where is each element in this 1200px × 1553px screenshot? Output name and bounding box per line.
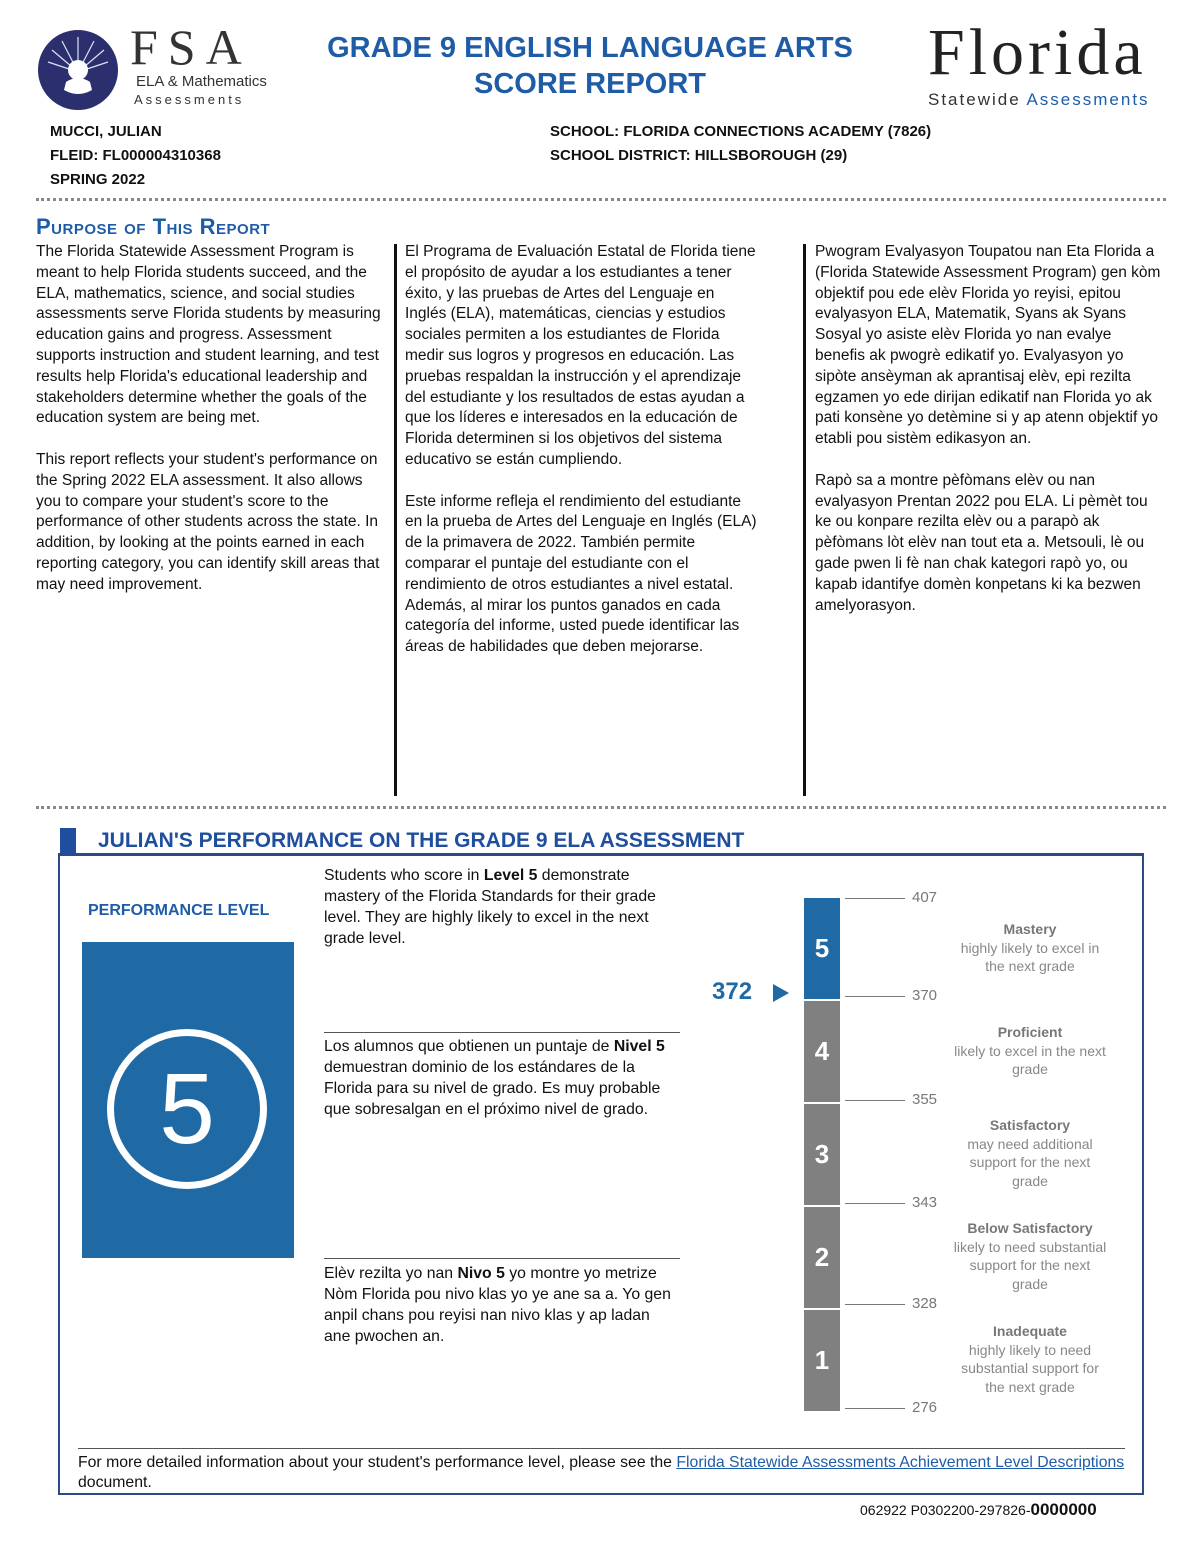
level-description-4 — [950, 1023, 1110, 1079]
level-segment-5: 5 — [804, 898, 840, 999]
purpose-spanish-p1: El Programa de Evaluación Estatal de Florida tiene el propósito de ayudar a los estudiantes a tener éxito, y las pruebas de Artes del Lenguaje en Inglés (ELA), matemáticas, ciencias y estudios sociales permiten a los estudiantes de Florida medir sus logros y progresos en educación. Las pruebas respaldan la instrucción y el aprendizaje del estudiante y los resultados de estas ayudan a que los líderes e interesados en la educación de Florida determinen si los objetivos del sistema educativo se están cumpliendo. — [405, 243, 756, 468]
doc-code-suffix: 0000000 — [1030, 1500, 1097, 1519]
cut-score-label: 355 — [912, 1091, 938, 1108]
cut-tick — [845, 1408, 905, 1409]
dotted-divider — [36, 198, 1166, 201]
level-name: Below Satisfactory — [967, 1220, 1093, 1236]
cut-tick — [845, 898, 905, 899]
cut-tick — [845, 1100, 905, 1101]
purpose-spanish — [405, 242, 757, 679]
footer-text: For more detailed information about your student's performance level, please see the — [78, 1454, 677, 1471]
level-description-1 — [950, 1322, 1110, 1396]
fsa-subtitle: ELA & Mathematics — [136, 73, 267, 90]
cut-score-label: 370 — [912, 987, 938, 1004]
purpose-creole-p2: Rapò sa a montre pèfòmans elèv ou nan evalyasyon Prentan 2022 pou ELA. Li pèmèt tou ke ou konpare rezilta elèv ou a parapò ak pèfòmans lòt elèv nan tout eta a. Metsouli, lè ou gade pwen li fè nan chak kategori rapò yo, ou kapab idantifye domèn konpetans ki ka bezwen amelyorasyon. — [815, 471, 1148, 614]
school-district: SCHOOL DISTRICT: HILLSBOROUGH (29) — [550, 147, 848, 164]
dotted-divider — [36, 806, 1166, 809]
purpose-spanish-p2: Este informe refleja el rendimiento del estudiante en la prueba de Artes del Lenguaje en Inglés (ELA) de la primavera de 2022. También permite comparar el puntaje del estudiante con el rendimiento de otros estudiantes a nivel estatal. Además, al mirar los puntos ganados en cada categoría del informe, usted puede identificar las áreas de habilidades que deben mejorarse. — [405, 492, 757, 656]
level-name: Inadequate — [993, 1323, 1067, 1339]
performance-level-number: 5 — [107, 1029, 267, 1189]
cut-score-label: 328 — [912, 1295, 938, 1312]
desc-level: Nivel 5 — [613, 1038, 665, 1055]
performance-heading: JULIAN'S PERFORMANCE ON THE GRADE 9 ELA ASSESSMENT — [98, 829, 745, 852]
report-title-line1: GRADE 9 ENGLISH LANGUAGE ARTS — [327, 32, 853, 64]
level-name: Mastery — [1003, 921, 1057, 937]
sun-seal-icon — [40, 32, 116, 108]
fsa-seal-logo — [38, 30, 118, 110]
desc-text: Los alumnos que obtienen un puntaje de — [324, 1038, 614, 1055]
level-desc: highly likely to need substantial support for the next grade — [961, 1341, 1099, 1395]
cut-score-label: 276 — [912, 1399, 938, 1416]
section-marker — [60, 828, 76, 853]
level-desc: may need additional support for the next grade — [967, 1135, 1093, 1189]
report-title — [280, 30, 900, 102]
cut-score-label: 407 — [912, 889, 938, 906]
desc-text: demuestran dominio de los estándares de la Florida para su nivel de grado. Es muy probable que sobresalgan en el próximo nivel de grado. — [324, 1059, 661, 1118]
fsa-subtitle-2: Assessments — [134, 92, 245, 107]
report-title-line2: SCORE REPORT — [473, 68, 707, 100]
level-segment-1: 1 — [804, 1310, 840, 1411]
test-term: SPRING 2022 — [50, 171, 146, 188]
level-segment-3: 3 — [804, 1104, 840, 1205]
student-info — [50, 120, 221, 192]
column-divider — [803, 244, 806, 796]
florida-sub-assessments: Assessments — [1026, 90, 1150, 109]
purpose-creole-p1: Pwogram Evalyasyon Toupatou nan Eta Florida a (Florida Statewide Assessment Program) gen kòm objektif pou ede elèv Florida yo reyisi, epitou evalyasyon ELA, Matematik, Syans ak Syans Sosyal yo asiste elèv Florida yo nan evalye benefis ak pwogrè edikatif yo. Evalyasyon yo sipòte ansèyman ak aprantisaj elèv, epi rezilta egzamen yo ede dirijan edikatif nan Florida yo ak pati konsène yo detèmine si y ap atenn objektif yo etabli pou sistèm edikasyon an. — [815, 243, 1161, 448]
school-name: SCHOOL: FLORIDA CONNECTIONS ACADEMY (7826) — [550, 123, 932, 140]
purpose-english — [36, 242, 388, 616]
score-arrow-icon — [773, 984, 789, 1002]
purpose-english-p1: The Florida Statewide Assessment Program is meant to help Florida students succeed, and the ELA, mathematics, science, and social studies assessments serve Florida students by measuring education gains and progress. Assessment supports instruction and student learning, and test results help Florida's educational leadership and stakeholders determine whether the goals of the education system are being met. — [36, 243, 381, 427]
florida-sub-statewide: Statewide — [928, 90, 1021, 109]
level-description-spanish — [324, 1036, 680, 1120]
level-segment-2: 2 — [804, 1207, 840, 1308]
level-description-english — [324, 865, 680, 949]
purpose-english-p2: This report reflects your student's performance on the Spring 2022 ELA assessment. It also allows you to compare your student's score to the performance of other students across the state. In addition, by looking at the points earned in each reporting category, you can identify skill areas that may need improvement. — [36, 450, 380, 593]
desc-text: Elèv rezilta yo nan — [324, 1265, 458, 1282]
level-description-5 — [950, 920, 1110, 976]
column-divider — [394, 244, 397, 796]
scale-score: 372 — [712, 978, 753, 1005]
cut-score-label: 343 — [912, 1194, 938, 1211]
achievement-level-link[interactable]: Florida Statewide Assessments Achievement Level Descriptions — [676, 1454, 1125, 1471]
fsa-wordmark: FSA — [130, 19, 252, 75]
purpose-heading: Purpose of This Report — [36, 214, 271, 239]
florida-wordmark: Florida — [928, 16, 1147, 89]
footer-note — [78, 1453, 1128, 1493]
purpose-creole — [815, 242, 1163, 637]
student-name: MUCCI, JULIAN — [50, 123, 162, 140]
desc-level: Nivo 5 — [457, 1265, 505, 1282]
level-desc: highly likely to excel in the next grade — [960, 939, 1100, 974]
performance-level-label: PERFORMANCE LEVEL — [88, 902, 270, 919]
separator — [324, 1032, 680, 1033]
level-description-2 — [950, 1219, 1110, 1293]
cut-tick — [845, 996, 905, 997]
school-info — [550, 120, 931, 168]
document-code — [860, 1500, 1097, 1520]
level-desc: likely to need substantial support for the next grade — [953, 1238, 1107, 1292]
cut-tick — [845, 1304, 905, 1305]
level-name: Satisfactory — [989, 1117, 1071, 1133]
separator — [324, 1258, 680, 1259]
desc-text: demonstrate mastery of the Florida Standards for their grade level. They are highly likely to excel in the next grade level. — [324, 867, 656, 947]
desc-text: yo montre yo metrize Nòm Florida pou nivo klas yo ye ane sa a. Yo gen anpil chans pou reyisi nan nivo klas y ap ladan ane pwochen an. — [324, 1265, 671, 1345]
level-name: Proficient — [997, 1024, 1063, 1040]
cut-tick — [845, 1203, 905, 1204]
level-desc: likely to excel in the next grade — [954, 1042, 1106, 1077]
desc-level: Level 5 — [483, 867, 538, 884]
student-fleid: FLEID: FL000004310368 — [50, 147, 221, 164]
doc-code-prefix: 062922 P0302200-297826- — [860, 1502, 1031, 1518]
level-segment-4: 4 — [804, 1001, 840, 1102]
footer-text: document. — [78, 1474, 152, 1491]
level-description-3 — [950, 1116, 1110, 1190]
desc-text: Students who score in — [324, 867, 484, 884]
florida-logo-subtitle — [928, 90, 1150, 110]
level-description-creole — [324, 1263, 680, 1347]
separator — [78, 1448, 1125, 1449]
